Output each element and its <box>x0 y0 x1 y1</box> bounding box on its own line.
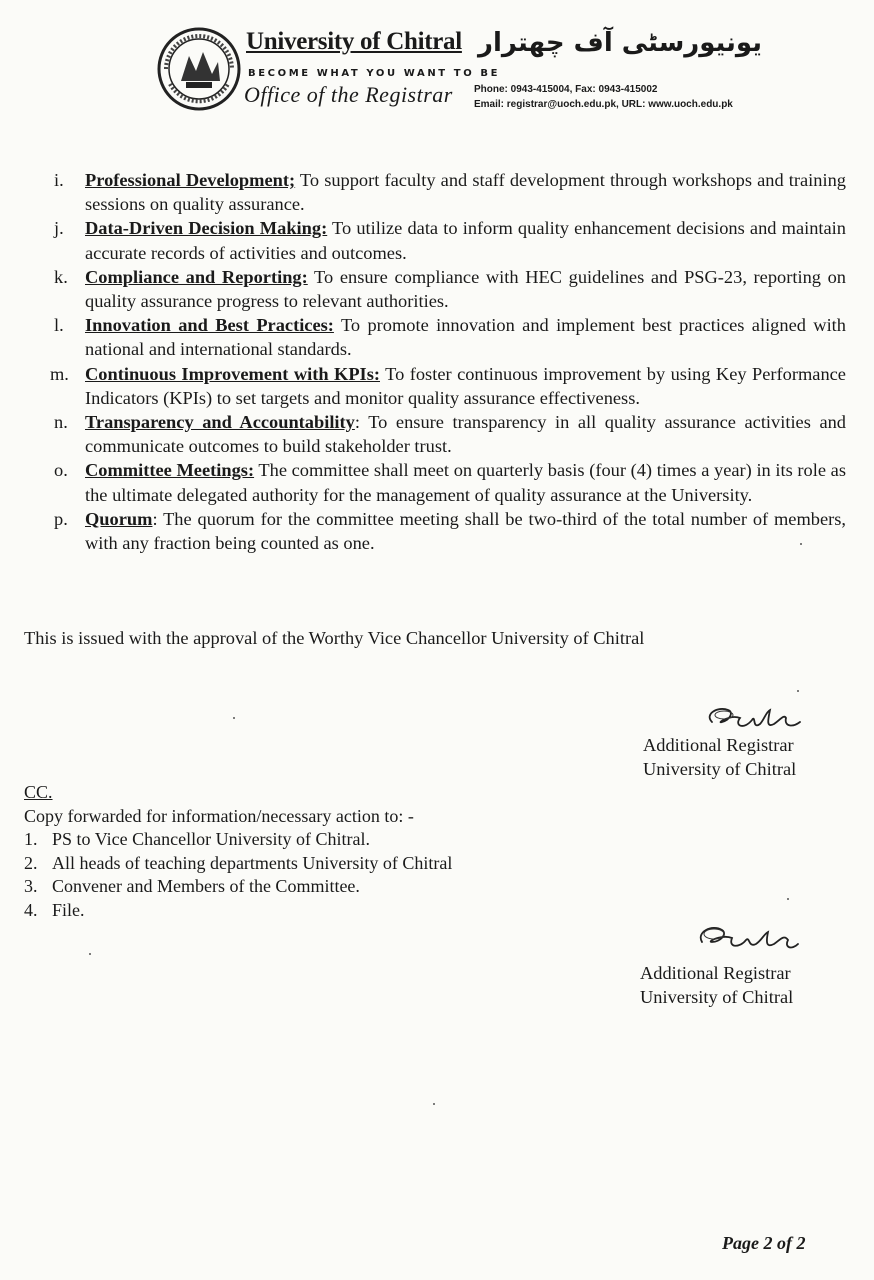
page-number: Page 2 of 2 <box>722 1233 806 1253</box>
clause-text: To promote innovation and implement best practices aligned with national and international standards. <box>85 315 846 360</box>
clause-text: : To ensure transparency in all quality assurance activities and communicate outcomes to build stakeholder trust. <box>85 412 846 457</box>
letterhead <box>156 22 762 116</box>
cc-list <box>24 828 452 922</box>
signature-2-icon <box>692 918 804 962</box>
cc-label: CC. <box>24 782 53 802</box>
clause-heading: Professional Development; <box>85 170 296 190</box>
clause-item <box>24 410 846 458</box>
signatory-title: Additional Registrar <box>640 963 791 983</box>
clause-text: To ensure compliance with HEC guidelines and PSG-23, reporting on quality assurance progress to relevant authorities. <box>85 266 846 312</box>
phone-fax: Phone: 0943-415004, Fax: 0943-415002 <box>474 84 658 95</box>
scan-speck <box>800 543 802 545</box>
clause-marker: p. <box>54 508 68 529</box>
clause-list <box>24 168 846 555</box>
scan-speck <box>433 1103 435 1105</box>
clause-heading: Committee Meetings: <box>85 460 255 481</box>
cc-section <box>24 781 452 922</box>
clause-heading: Compliance and Reporting: <box>85 266 308 287</box>
clause-heading: Quorum <box>85 508 153 529</box>
clause-item <box>24 313 846 361</box>
scan-speck <box>233 717 235 719</box>
clause-marker: l. <box>54 315 64 336</box>
email-url: Email: registrar@uoch.edu.pk, URL: www.uoch.edu.pk <box>474 99 733 110</box>
clause-item <box>24 216 846 264</box>
cc-intro: Copy forwarded for information/necessary action to: - <box>24 805 414 826</box>
list-item: 3. Convener and Members of the Committee. <box>24 876 360 896</box>
office-title: Office of the Registrar <box>244 82 453 107</box>
university-seal-icon <box>156 26 242 112</box>
issued-statement: This is issued with the approval of the Worthy Vice Chancellor University of Chitral <box>24 628 645 648</box>
clause-marker: j. <box>54 218 64 239</box>
clause-marker: m. <box>50 363 69 384</box>
clause-text: To support faculty and staff development through workshops and training sessions on quality assurance. <box>85 170 846 215</box>
clause-text: To utilize data to inform quality enhancement decisions and maintain accurate records of activities and outcomes. <box>85 218 846 263</box>
clause-text: To foster continuous improvement by using Key Performance Indicators (KPIs) to set targets and monitor quality assurance effectiveness. <box>85 363 846 408</box>
clause-item <box>24 362 846 410</box>
signature-block-1 <box>643 733 796 781</box>
clause-heading: Transparency and Accountability <box>85 412 355 433</box>
clause-heading: Innovation and Best Practices: <box>85 315 334 336</box>
signatory-org: University of Chitral <box>640 987 794 1007</box>
list-item: 1. PS to Vice Chancellor University of Chitral. <box>24 829 371 849</box>
list-item: 2. All heads of teaching departments University of Chitral <box>24 852 453 873</box>
clause-marker: n. <box>54 412 68 433</box>
university-name: University of Chitral <box>246 28 462 55</box>
clause-marker: k. <box>54 266 68 287</box>
scan-speck <box>89 953 91 955</box>
clause-heading: Data-Driven Decision Making: <box>85 218 328 239</box>
list-item: 4. File. <box>24 899 85 920</box>
university-name-urdu: یونیورسٹی آف چھترار <box>478 28 762 58</box>
clause-text: The committee shall meet on quarterly basis (four (4) times a year) in its role as the ultimate delegated authority for the management of quality assurance at the University. <box>85 460 846 505</box>
university-motto: BECOME WHAT YOU WANT TO BE <box>248 68 501 79</box>
signatory-org: University of Chitral <box>643 759 797 779</box>
clause-marker: o. <box>54 460 68 481</box>
signatory-title: Additional Registrar <box>643 735 794 755</box>
signature-block-2 <box>640 961 793 1009</box>
clause-heading: Continuous Improvement with KPIs: <box>85 363 380 384</box>
scan-speck <box>787 898 789 900</box>
clause-item <box>24 507 846 555</box>
clause-marker: i. <box>54 170 64 190</box>
clause-item <box>24 168 846 216</box>
contact-info <box>474 82 733 112</box>
scan-speck <box>797 690 799 692</box>
clause-item <box>24 458 846 506</box>
clause-text: : The quorum for the committee meeting shall be two-third of the total number of members, with any fraction being counted as one. <box>85 508 846 554</box>
clause-item <box>24 265 846 313</box>
